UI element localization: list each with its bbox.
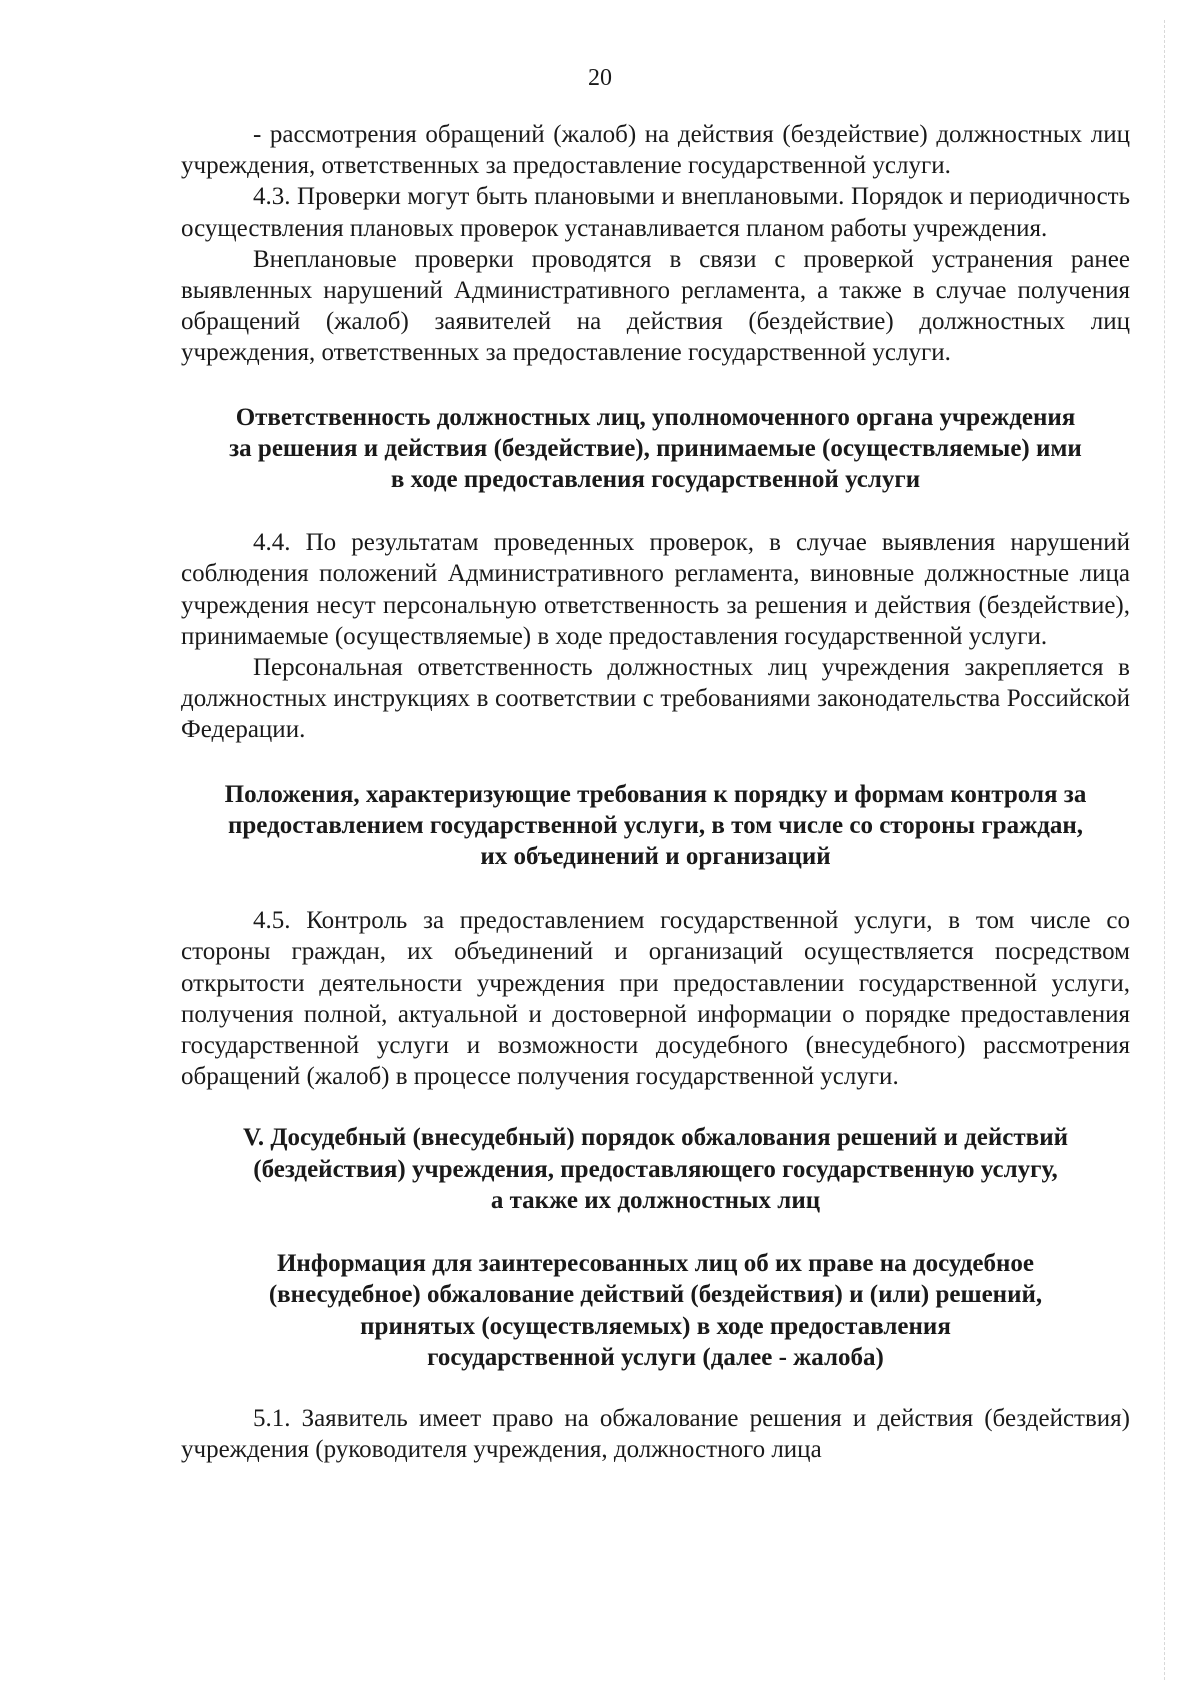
heading-line: в ходе предоставления государственной услуги: [390, 466, 921, 494]
heading-responsibility: [181, 402, 1130, 496]
heading-information-for-parties: [181, 1248, 1130, 1373]
heading-line: V. Досудебный (внесудебный) порядок обжалования решений и действий: [242, 1124, 1068, 1152]
paragraph-4-4: 4.4. По результатам проведенных проверок, в случае выявления нарушений соблюдения положений Административного регламента, виновные должностные лица учреждения несут персональную ответственность за решения и действия (бездействие), принимаемые (осуществляемые) в ходе предоставления государственной услуги.: [181, 529, 1130, 650]
paragraph-unscheduled-checks: Внеплановые проверки проводятся в связи с проверкой устранения ранее выявленных нарушений Административного регламента, а также в случае получения обращений (жалоб) заявителей на действия (бездействие) должностных лиц учреждения, ответственных за предоставление государственной услуги.: [181, 245, 1130, 367]
heading-line: предоставлением государственной услуги, в том числе со стороны граждан,: [227, 811, 1084, 839]
paragraph-4-5: 4.5. Контроль за предоставлением государственной услуги, в том числе со стороны граждан, их объединений и организаций осуществляется посредством открытости деятельности учреждения при предоставлении государственной услуги, получения полной, актуальной и достоверной информации о порядке предоставления государственной услуги и возможности досудебного (внесудебного) рассмотрения обращений (жалоб) в процессе получения государственной услуги.: [181, 907, 1130, 1091]
paragraph-review-complaints: - рассмотрения обращений (жалоб) на действия (бездействие) должностных лиц учреждения, ответственных за предоставление государственной услуги.: [181, 121, 1130, 180]
heading-line: Положения, характеризующие требования к порядку и формам контроля за: [224, 780, 1087, 808]
paragraph-4-3: 4.3. Проверки могут быть плановыми и внеплановыми. Порядок и периодичность осуществления плановых проверок устанавливается планом работы учреждения.: [181, 183, 1130, 242]
heading-line: а также их должностных лиц: [490, 1186, 821, 1214]
heading-line: за решения и действия (бездействие), принимаемые (осуществляемые) ими: [229, 434, 1082, 462]
scan-edge-line: [1164, 20, 1166, 1680]
document-body: [181, 119, 1130, 1465]
page-number: 20: [588, 65, 612, 91]
heading-line: Ответственность должностных лиц, уполномоченного органа учреждения: [235, 403, 1076, 431]
heading-line: принятых (осуществляемых) в ходе предоставления: [360, 1312, 951, 1340]
heading-line: (внесудебное) обжалование действий (бездействия) и (или) решений,: [268, 1281, 1043, 1309]
heading-control-requirements: [181, 779, 1130, 873]
paragraph-5-1: 5.1. Заявитель имеет право на обжалование решения и действия (бездействия) учреждения (руководителя учреждения, должностного лица: [181, 1404, 1130, 1464]
heading-section-v: [181, 1122, 1130, 1216]
heading-line: (бездействия) учреждения, предоставляющего государственную услугу,: [253, 1155, 1058, 1183]
paragraph-personal-responsibility: Персональная ответственность должностных лиц учреждения закрепляется в должностных инструкциях в соответствии с требованиями законодательства Российской Федерации.: [181, 654, 1130, 744]
heading-line: их объединений и организаций: [480, 843, 831, 871]
heading-line: государственной услуги (далее - жалоба): [427, 1343, 884, 1371]
heading-line: Информация для заинтересованных лиц об их праве на досудебное: [276, 1250, 1035, 1278]
